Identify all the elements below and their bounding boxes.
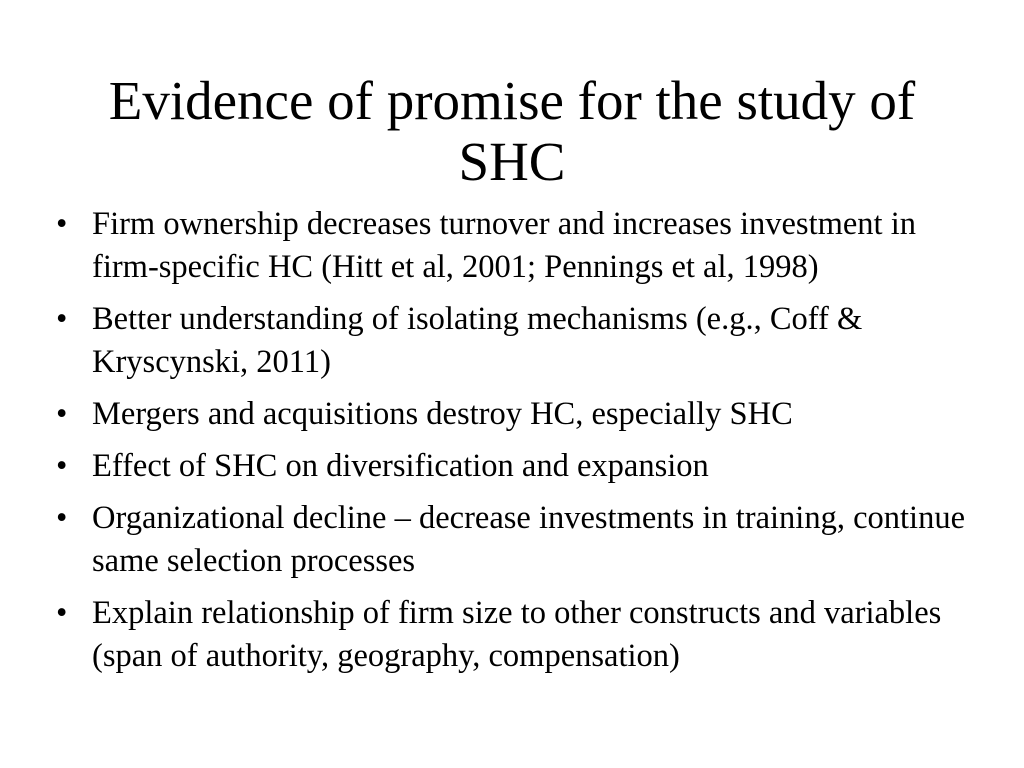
bullet-text: Organizational decline – decrease investments in training, continue same selection processes: [92, 500, 965, 579]
bullet-text: Mergers and acquisitions destroy HC, especially SHC: [92, 396, 793, 432]
bullet-item: [56, 393, 976, 436]
bullet-text: Firm ownership decreases turnover and increases investment in firm-specific HC (Hitt et al, 2001; Pennings et al, 1998): [92, 206, 916, 285]
bullet-icon: •: [56, 396, 68, 432]
bullet-icon: •: [56, 448, 68, 484]
slide-title: Evidence of promise for the study of SHC: [108, 70, 916, 192]
bullet-item: [56, 592, 976, 678]
bullet-list: [56, 203, 976, 687]
bullet-text: Explain relationship of firm size to other constructs and variables (span of authority, geography, compensation): [92, 595, 942, 674]
bullet-icon: •: [56, 301, 68, 337]
bullet-icon: •: [56, 206, 68, 242]
bullet-item: [56, 445, 976, 488]
bullet-item: [56, 497, 976, 583]
bullet-icon: •: [56, 595, 68, 631]
bullet-icon: •: [56, 500, 68, 536]
bullet-item: [56, 298, 976, 384]
bullet-item: [56, 203, 976, 289]
bullet-text: Effect of SHC on diversification and expansion: [92, 448, 709, 484]
bullet-text: Better understanding of isolating mechanisms (e.g., Coff & Kryscynski, 2011): [92, 301, 863, 380]
